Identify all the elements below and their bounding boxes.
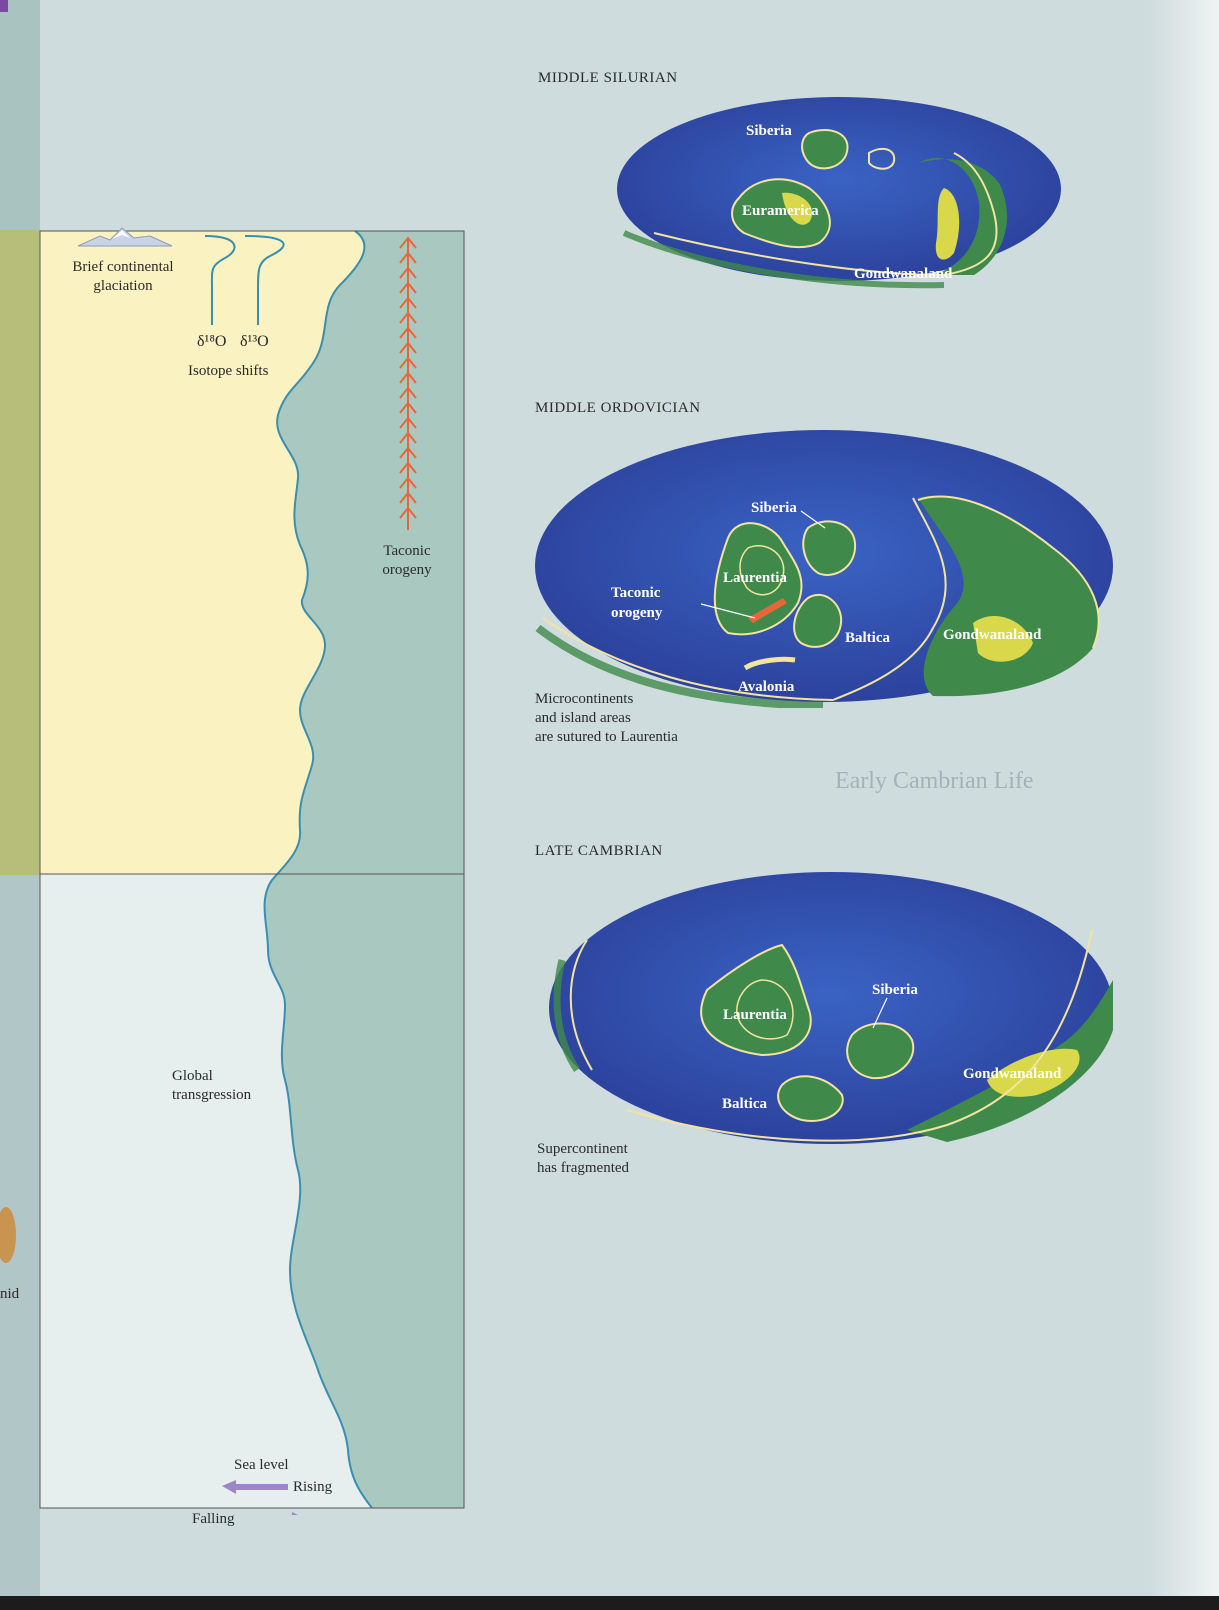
map3-label-gondwanaland: Gondwanaland xyxy=(963,1066,1062,1082)
glaciation-label xyxy=(58,258,188,296)
taconic-label-line2: orogeny xyxy=(382,562,432,578)
falling-arrow-icon xyxy=(238,1512,306,1515)
map3-label-laurentia: Laurentia xyxy=(723,1007,787,1023)
sea-level-panel xyxy=(0,225,480,1515)
map2-caption-line2: and island areas xyxy=(535,710,631,726)
map-title-middle-ordovician: MIDDLE ORDOVICIAN xyxy=(535,400,701,416)
taconic-label-line1: Taconic xyxy=(383,543,431,559)
map2-label-avalonia: Avalonia xyxy=(738,679,795,695)
siberia-landmass-2 xyxy=(803,521,855,575)
map-late-cambrian xyxy=(547,870,1115,1150)
global-transgression-label xyxy=(172,1067,251,1105)
sea-level-falling-label: Falling xyxy=(192,1511,235,1527)
glaciation-label-line1: Brief continental xyxy=(72,259,174,275)
glaciation-label-line2: glaciation xyxy=(93,278,153,294)
margin-fragment-text: nid xyxy=(0,1286,20,1302)
map3-label-baltica: Baltica xyxy=(722,1096,767,1112)
map2-caption xyxy=(535,690,678,747)
sea-level-rising-label: Rising xyxy=(293,1479,333,1495)
map1-label-siberia: Siberia xyxy=(746,123,792,139)
map3-caption xyxy=(537,1140,629,1178)
page-bottom-edge xyxy=(0,1596,1219,1610)
map3-label-siberia: Siberia xyxy=(872,982,918,998)
sea-level-title: Sea level xyxy=(234,1457,289,1473)
taconic-orogeny-label xyxy=(362,542,452,580)
isotope-c13-label: δ¹³O xyxy=(240,333,269,350)
isotope-shifts-label: Isotope shifts xyxy=(188,363,269,379)
map-title-middle-silurian: MIDDLE SILURIAN xyxy=(538,70,678,86)
map1-label-gondwanaland: Gondwanaland xyxy=(854,266,953,282)
map2-caption-line1: Microcontinents xyxy=(535,691,634,707)
background-heading: Early Cambrian Life xyxy=(835,768,1034,794)
map2-label-laurentia: Laurentia xyxy=(723,570,787,586)
page-right-edge-shade xyxy=(1150,0,1219,1610)
isotope-o18-label: δ¹⁸O xyxy=(197,333,227,350)
siberia-landmass xyxy=(802,130,848,168)
map3-caption-line2: has fragmented xyxy=(537,1160,630,1176)
map3-caption-line1: Supercontinent xyxy=(537,1141,628,1157)
map2-label-orogeny: orogeny xyxy=(611,605,663,621)
map-middle-silurian xyxy=(614,93,1064,293)
map2-caption-line3: are sutured to Laurentia xyxy=(535,729,678,745)
map1-label-euramerica: Euramerica xyxy=(742,203,819,219)
map2-label-gondwanaland: Gondwanaland xyxy=(943,627,1042,643)
map-middle-ordovician xyxy=(533,428,1115,708)
map2-label-baltica: Baltica xyxy=(845,630,890,646)
map2-label-taconic: Taconic xyxy=(611,585,661,601)
map-title-late-cambrian: LATE CAMBRIAN xyxy=(535,843,663,859)
transgression-label-line2: transgression xyxy=(172,1087,252,1103)
map2-label-siberia: Siberia xyxy=(751,500,797,516)
transgression-label-line1: Global xyxy=(172,1068,213,1084)
